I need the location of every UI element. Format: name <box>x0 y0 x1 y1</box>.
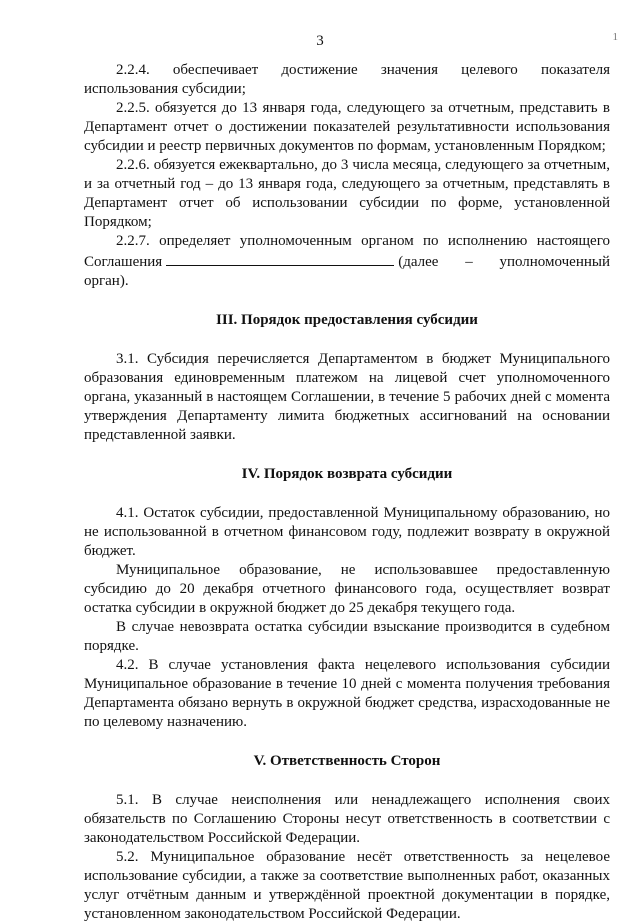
paragraph-4-1: 4.1. Остаток субсидии, предоставленной Муниципальному образованию, но не использованной в отчетном финансовом году, подлежит возврату в окружной бюджет. <box>84 505 610 559</box>
document-body <box>84 61 610 924</box>
paragraph-2-2-7 <box>84 232 610 291</box>
paragraph-4-1-b: Муниципальное образование, не использовавшее предоставленную субсидию до 20 декабря отчетного финансового года, осуществляет возврат остатка субсидии в окружной бюджет до 25 декабря текущего года. <box>84 562 610 616</box>
paragraph-2-2-7-end: (далее – уполномоченный орган). <box>84 254 610 289</box>
page-number: 3 <box>316 33 324 49</box>
section-heading-3: III. Порядок предоставления субсидии <box>216 312 478 328</box>
paragraph-5-1: 5.1. В случае неисполнения или ненадлежащего исполнения своих обязательств по Соглашению Стороны несут ответственность в соответствии с законодательством Российской Федерации. <box>84 792 610 846</box>
section-heading-5: V. Ответственность Сторон <box>253 753 441 769</box>
paragraph-2-2-5: 2.2.5. обязуется до 13 января года, следующего за отчетным, представить в Департамент отчет о достижении показателей результативности использования субсидии и реестр первичных документов по формам, установленным Порядком; <box>84 100 610 154</box>
paragraph-3-1: 3.1. Субсидия перечисляется Департаментом в бюджет Муниципального образования единовременным платежом на лицевой счет уполномоченного органа, указанный в настоящем Соглашении, в течение 5 рабочих дней с момента утверждения Департаменту лимита бюджетных ассигнований на основании представленной заявки. <box>84 351 610 443</box>
paragraph-2-2-4: 2.2.4. обеспечивает достижение значения целевого показателя использования субсидии; <box>84 62 610 97</box>
paragraph-4-1-c: В случае невозврата остатка субсидии взыскание производится в судебном порядке. <box>84 619 610 654</box>
paragraph-2-2-7-start: 2.2.7. определяет уполномоченным органом по исполнению настоящего Соглашения <box>84 233 610 270</box>
section-heading-4: IV. Порядок возврата субсидии <box>241 466 453 482</box>
paragraph-2-2-6: 2.2.6. обязуется ежеквартально, до 3 числа месяца, следующего за отчетным, и за отчетный год – до 13 января года, следующего за отчетным, представлять в Департамент отчет об использовании субсидии по форме, установленной Порядком; <box>84 157 610 230</box>
blank-fill-line <box>166 251 394 266</box>
margin-mark: 1 <box>612 31 618 43</box>
paragraph-4-2: 4.2. В случае установления факта нецелевого использования субсидии Муниципальное образование в течение 10 дней с момента получения требования Департамента обязано вернуть в окружной бюджет средства, израсходованные не по целевому назначению. <box>84 657 610 730</box>
paragraph-5-2: 5.2. Муниципальное образование несёт ответственность за нецелевое использование субсидии, а также за соответствие выполненных работ, оказанных услуг отчётным данным и утверждённой проектной документации в порядке, установленном законодательством Российской Федерации. <box>84 849 610 922</box>
